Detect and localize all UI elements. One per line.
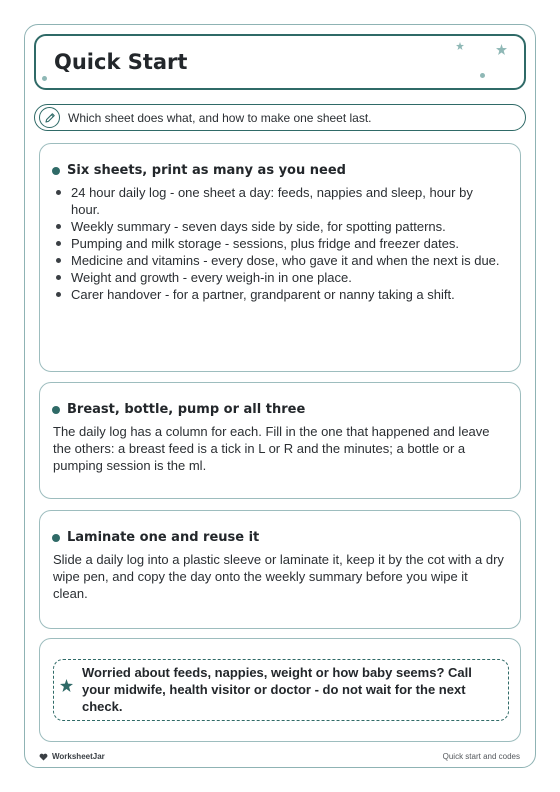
section-body: Slide a daily log into a plastic sleeve or laminate it, keep it by the cot with a dry wipe pen, and copy the day onto the weekly summary before you wipe it clean. — [53, 552, 504, 601]
section-card-laminate — [39, 510, 521, 629]
section-title: Laminate one and reuse it — [67, 530, 260, 545]
decorative-dot — [480, 73, 485, 78]
footer-label: Quick start and codes — [442, 752, 520, 761]
subtitle-box — [34, 104, 526, 131]
section-card-sheets — [39, 143, 521, 372]
bullet-dot — [52, 167, 60, 175]
list-item: Weight and growth - every weigh-in in one place. — [53, 269, 505, 286]
page-title: Quick Start — [54, 50, 188, 74]
star-icon — [456, 42, 464, 50]
decorative-dot — [42, 76, 47, 81]
warning-callout — [53, 659, 509, 721]
section-title: Six sheets, print as many as you need — [67, 163, 346, 178]
brand-name: WorksheetJar — [52, 752, 105, 761]
heart-icon — [39, 753, 48, 761]
section-body: The daily log has a column for each. Fill in the one that happened and leave the others: a breast feed is a tick in L or R and the minutes; a bottle or a pumping session is the ml. — [53, 424, 490, 473]
sheet-list — [53, 184, 505, 303]
callout-card — [39, 638, 521, 742]
title-box — [34, 34, 526, 90]
list-item: Medicine and vitamins - every dose, who gave it and when the next is due. — [53, 252, 505, 269]
bullet-dot — [52, 406, 60, 414]
list-item: Weekly summary - seven days side by side, for spotting patterns. — [53, 218, 505, 235]
star-icon — [60, 679, 73, 692]
list-item: 24 hour daily log - one sheet a day: feeds, nappies and sleep, hour by hour. — [53, 184, 505, 218]
section-title: Breast, bottle, pump or all three — [67, 402, 306, 417]
section-card-feeding — [39, 382, 521, 499]
warning-text: Worried about feeds, nappies, weight or how baby seems? Call your midwife, health visitor or doctor - do not wait for the next check. — [82, 665, 472, 714]
bullet-dot — [52, 534, 60, 542]
list-item: Pumping and milk storage - sessions, plus fridge and freezer dates. — [53, 235, 505, 252]
page-subtitle: Which sheet does what, and how to make one sheet last. — [68, 111, 372, 125]
list-item: Carer handover - for a partner, grandparent or nanny taking a shift. — [53, 286, 505, 303]
footer-brand — [39, 752, 105, 761]
star-icon — [496, 44, 507, 55]
pencil-icon — [39, 107, 60, 128]
